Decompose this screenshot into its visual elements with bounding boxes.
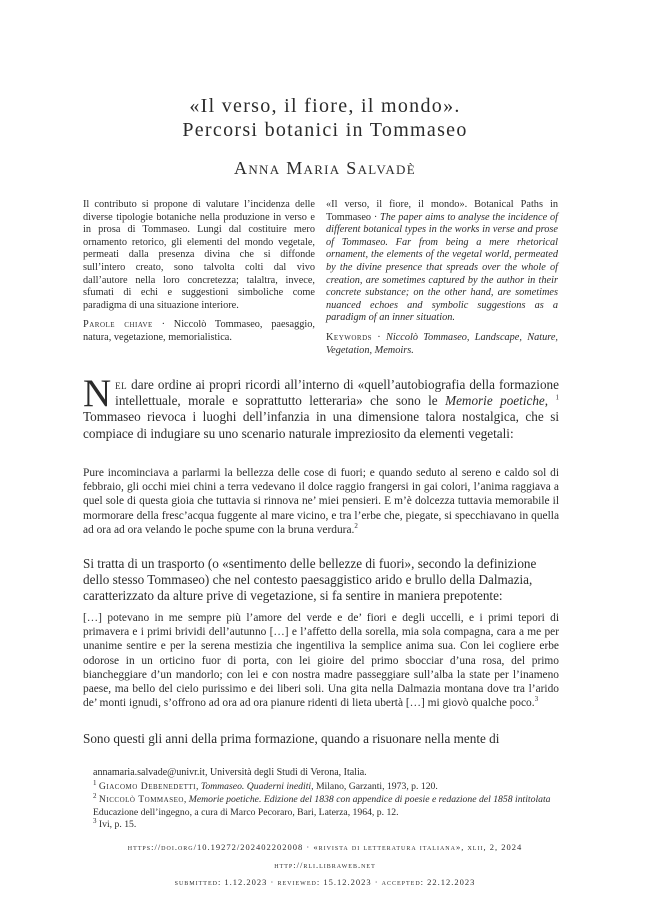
abstract-english-text (326, 199, 558, 325)
footnote-1-number: 1 (93, 778, 97, 787)
footnote-ref-2[interactable]: 2 (354, 522, 358, 531)
keywords-english-separator: · (372, 331, 386, 343)
footnote-ref-3[interactable]: 3 (534, 695, 539, 704)
keywords-italian-list: · Niccolò Tommaseo, paesaggio, natura, vegetazione, memorialistica. (83, 319, 315, 343)
footnote-3 (93, 819, 561, 832)
keywords-italian (83, 319, 315, 344)
memorie-poetiche-title: Memorie poetiche (445, 393, 545, 409)
abstract-italian (83, 199, 315, 352)
body-paragraph-2 (83, 556, 559, 605)
keywords-english-label: Keywords (326, 331, 373, 343)
drop-cap: N (83, 372, 112, 415)
paragraph-2-text: Si tratta di un trasporto (o «sentimento delle bellezze di fuori», secondo la definizione dello stesso Tommaseo) che nel contesto paesaggistico arido e brullo della Dalmazia, caratterizzato da alture prive di vegetazione, si fa sentire in maniera prepotente: (83, 556, 537, 604)
paragraph-3-text: Sono questi gli anni della prima formazione, quando a risuonare nella mente di (83, 731, 500, 746)
paragraph-1-text-a: dare ordine ai propri ricordi all’interno di «quell’autobiografia della formazione intellettuale, morale e soprattutto letteraria» che sono le (115, 377, 559, 409)
journal-url[interactable]: http://rli.libraweb.net (274, 860, 376, 870)
footnote-1-author: Giacomo Debenedetti (98, 781, 196, 792)
footnote-1-sep: , (196, 781, 201, 792)
paragraph-1-text-b: , (544, 393, 556, 409)
footnote-2-rest: Educazione dell’ingegno, a cura di Marco Pecoraro, Bari, Laterza, 1964, p. 12. (93, 806, 399, 818)
block-quote-2 (83, 611, 559, 710)
footnote-2-title: Memorie poetiche. Edizione del 1838 con appendice di poesie e redazione del 1858 intitolata (188, 793, 551, 805)
footnote-3-number: 3 (93, 817, 97, 826)
footnote-2-sep: , (183, 793, 189, 805)
abstract-italian-text: Il contributo si propone di valutare l’incidenza delle diverse tipologie botaniche nella produzione in verso e in prosa di Tommaseo. Lungi dal costituire mero ornamento retorico, gli elementi del mondo vegetale, permeati dalla presenza divina che si diffonde sull’intero creato, sono talvolta colti dal vivo dall’autore nella loro concretezza; talaltra, invece, sfumati di echi e suggestioni simboliche come paradigma di una situazione interiore. (83, 199, 315, 311)
article-title (60, 94, 590, 142)
footnote-2-author: Niccolò Tommaseo (98, 793, 184, 805)
keywords-english (326, 332, 558, 357)
quote-1-text: Pure incominciava a parlarmi la bellezza delle cose di fuori; e quando seduto al sereno e caldo sol di febbraio, gli occhi miei chini a terra vedevano il dolce raggio frangersi in gai colori, l’anima raggiava a quel sole di questa gioia che tuttavia si rinnova ne’ miei pensieri. E m’è dolcezza tuttavia memorabile il mormorare della fresc’acqua fuggente al mare vicino, e tra l’erbe che, piegate, si specchiavano in quella ad ora ad ora velando le poche spume con la bruna verdura. (83, 467, 559, 536)
footnotes (93, 778, 561, 832)
author-name: Anna Maria Salvadè (234, 158, 416, 178)
block-quote-1 (83, 466, 559, 537)
title-line-1: «Il verso, il fiore, il mondo». (189, 95, 461, 117)
footnote-ref-1[interactable]: 1 (555, 393, 560, 402)
abstract-english-body: The paper aims to analyse the incidence of different botanical types in the works in verse and prose of Tommaseo. Far from being a mere rhetorical ornament, the elements of the vegetal world, permeated by the divine presence that spreads over the whole of creation, are sometimes captured by the author in their concrete substance; on the other hand, are sometimes nuanced echoes and symbolic suggestions as a paradigm of an inner situation. (326, 211, 558, 324)
opening-small-caps: el (115, 377, 128, 392)
abstract-english-title: «Il verso, il fiore, il mondo». Botanical Paths in Tommaseo · (326, 199, 558, 223)
submission-dates: submitted: 1.12.2023 · reviewed: 15.12.2023 · accepted: 22.12.2023 (174, 877, 476, 887)
keywords-english-list: Niccolò Tommaseo, Landscape, Nature, Vegetation, Memoirs. (326, 331, 558, 356)
footnote-1 (93, 778, 561, 794)
footnote-2 (93, 791, 561, 820)
abstract-english (326, 199, 558, 364)
author-affiliation-note: annamaria.salvade@univr.it, Università degli Studi di Verona, Italia. (93, 767, 367, 778)
doi-line[interactable]: https://doi.org/10.19272/202402202008 · «rivista di letteratura italiana», xlii, 2, 2024 (127, 842, 523, 852)
quote-2-text: […] potevano in me sempre più l’amore del verde e de’ fiori e degli uccelli, e i primi tepori di primavera e i primi brividi dell’autunno […] e l’affetto della sorella, mia sola compagna, cara a me per unanime sentire e per la serena mestizia che ingentiliva la semplice anima sua. Con lei cogliere erbe odorose in un orticino fuor di porta, con lei gioire del primo sbocciar d’una rosa, del primo biancheggiare d’un mandorlo; con lei e con nostra madre passeggiare sull’alba la state per l’inameno paese, ma bello del cielo purissimo e dei liberi soli. Una gita nella Dalmazia montana dove tra l’arido de’ monti ignudi, s’offrono ad ora ad ora pianure ridenti di lieta ubertà […] mi giovò qualche poco. (83, 612, 559, 710)
title-line-2: Percorsi botanici in Tommaseo (182, 119, 468, 141)
body-paragraph-1 (83, 372, 560, 442)
paragraph-1-text-c: Tommaseo rievoca i luoghi dell’infanzia in una dimensione talora nostalgica, che si compiace di indugiare su uno scenario naturale impreziosito da elementi vegetali: (83, 409, 559, 441)
footnote-1-rest: , Milano, Garzanti, 1973, p. 120. (311, 781, 438, 792)
body-paragraph-3 (83, 731, 559, 747)
footnote-3-text: Ivi, p. 15. (98, 819, 137, 831)
footnote-2-number: 2 (93, 791, 97, 800)
footnote-1-title: Tommaseo. Quaderni inediti (200, 781, 312, 792)
keywords-italian-label: Parole chiave (83, 319, 153, 331)
